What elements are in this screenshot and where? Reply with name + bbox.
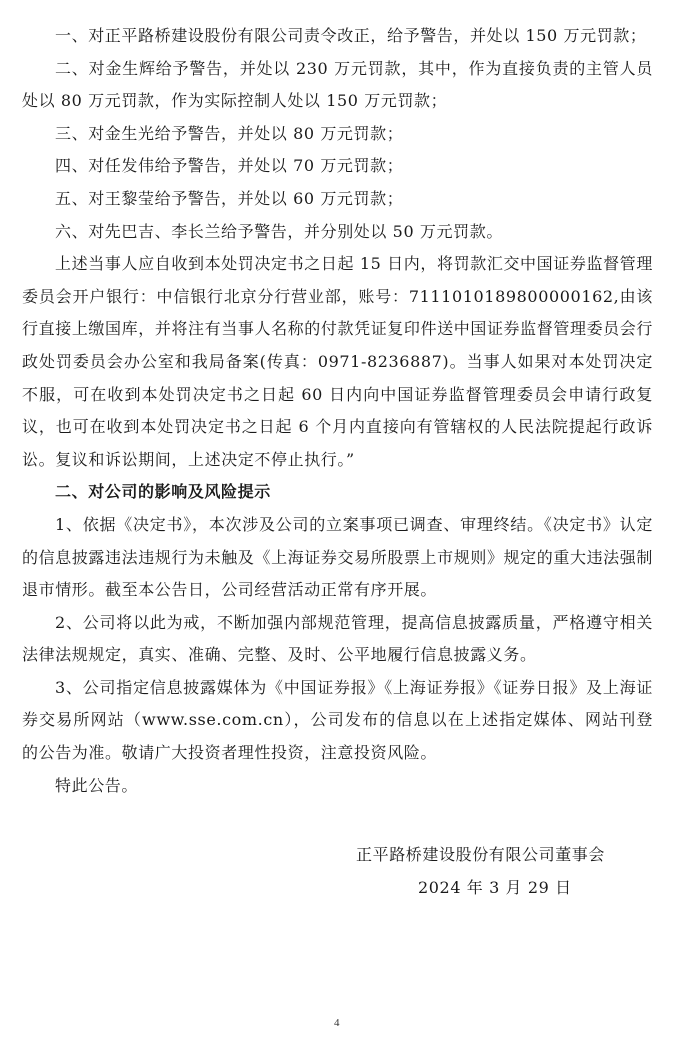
section-heading-impact: 二、对公司的影响及风险提示	[55, 482, 271, 502]
penalty-item-6: 六、对先巴吉、李长兰给予警告，并分别处以 50 万元罚款。	[55, 221, 503, 241]
penalty-item-1: 一、对正平路桥建设股份有限公司责令改正，给予警告，并处以 150 万元罚款；	[55, 26, 647, 45]
penalty-item-2: 二、对金生辉给予警告，并处以 230 万元罚款，其中，作为直接负责的主管人员处以 80 万元罚款，作为实际控制人处以 150 万元罚款；	[22, 58, 653, 111]
document-body	[22, 20, 653, 802]
payment-instructions-paragraph: 上述当事人应自收到本处罚决定书之日起 15 日内，将罚款汇交中国证券监督管理委员会开户银行：中信银行北京分行营业部，账号：7111010189800000162,由该行直接上缴国库，并将注有当事人名称的付款凭证复印件送中国证券监督管理委员会行政处罚委员会办公室和我局备案(传真：0971-8236887)。当事人如果对本处罚决定不服，可在收到本处罚决定书之日起 60 日内向中国证券监督管理委员会申请行政复议，也可在收到本处罚决定书之日起 6 个月内直接向有管辖权的人民法院提起行政诉讼。复议和诉讼期间，上述决定不停止执行。”	[22, 254, 653, 469]
signature-date: 2024 年 3 月 29 日	[418, 878, 572, 897]
signature-company: 正平路桥建设股份有限公司董事会	[356, 845, 606, 864]
impact-item-3: 3、公司指定信息披露媒体为《中国证券报》《上海证券报》《证券日报》及上海证券交易所网站（www.sse.com.cn），公司发布的信息以在上述指定媒体、网站刊登的公告为准。敬请广大投资者理性投资，注意投资风险。	[22, 677, 653, 763]
penalty-item-3: 三、对金生光给予警告，并处以 80 万元罚款；	[55, 123, 404, 143]
closing-statement: 特此公告。	[55, 775, 139, 795]
impact-item-1: 1、依据《决定书》，本次涉及公司的立案事项已调查、审理终结。《决定书》认定的信息披露违法违规行为未触及《上海证券交易所股票上市规则》规定的重大违法强制退市情形。截至本公告日，公司经营活动正常有序开展。	[22, 514, 653, 600]
page-number: 4	[334, 1017, 340, 1029]
penalty-item-5: 五、对王黎莹给予警告，并处以 60 万元罚款；	[55, 188, 404, 208]
impact-item-2: 2、公司将以此为戒，不断加强内部规范管理，提高信息披露质量，严格遵守相关法律法规规定，真实、准确、完整、及时、公平地履行信息披露义务。	[22, 612, 653, 665]
penalty-item-4: 四、对任发伟给予警告，并处以 70 万元罚款；	[55, 156, 404, 176]
